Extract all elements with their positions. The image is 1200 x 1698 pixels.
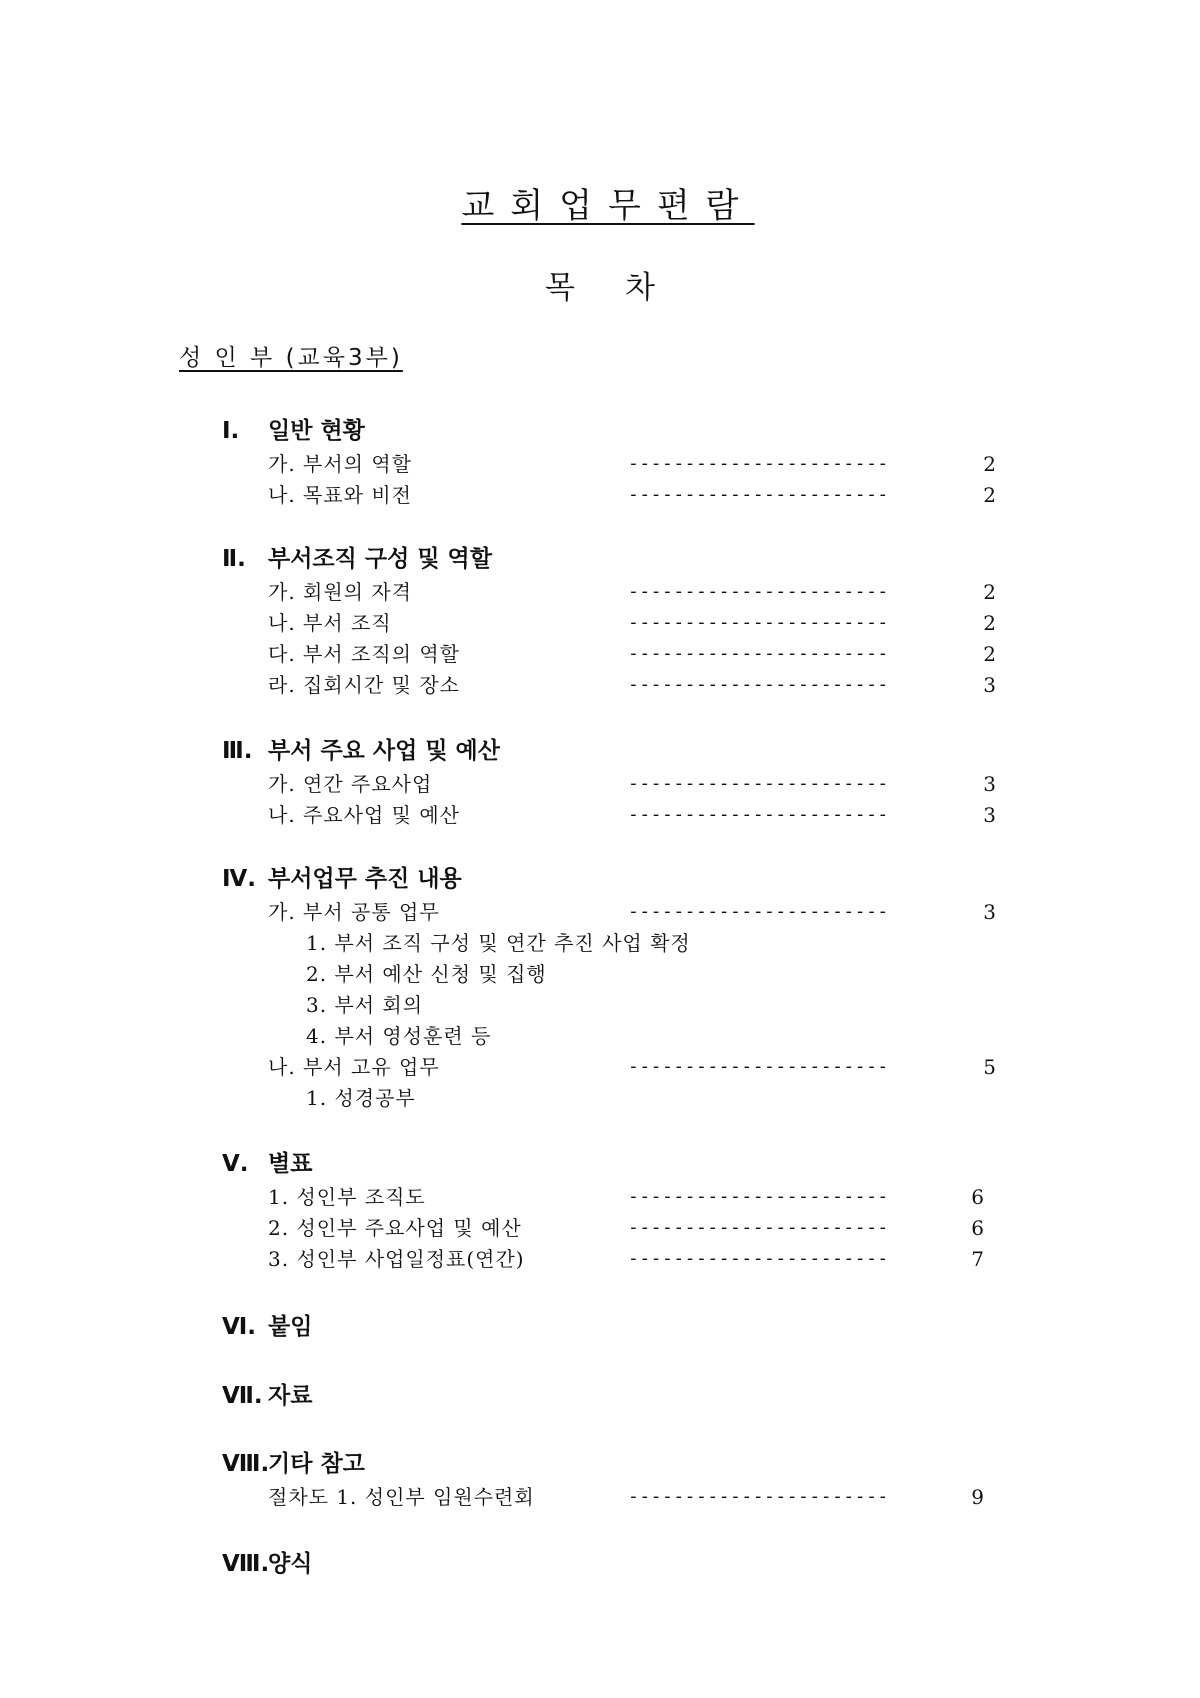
dot-leader: ----------------------- <box>628 804 889 825</box>
document-title <box>0 186 1200 226</box>
section-heading <box>222 1381 312 1411</box>
page-number: 9 <box>971 1485 984 1509</box>
document-title-text: 교회업무편람 <box>461 186 755 226</box>
section-number: Ⅷ. <box>222 1451 270 1477</box>
toc-heading-text: 목차 <box>545 270 705 306</box>
section-number: Ⅶ. <box>222 1383 263 1409</box>
dot-leader: ----------------------- <box>628 773 889 794</box>
toc-item: 가. 회원의 자격 <box>268 580 412 604</box>
page-number: 6 <box>971 1185 984 1209</box>
section-title: 일반 현황 <box>268 418 365 444</box>
dot-leader: ----------------------- <box>628 612 889 633</box>
section-heading <box>222 1449 365 1479</box>
section-number: Ⅳ. <box>222 866 257 892</box>
section-title: 별표 <box>268 1151 313 1177</box>
section-title: 부서조직 구성 및 역할 <box>268 546 492 572</box>
page-number: 5 <box>983 1055 996 1079</box>
section-title: 양식 <box>268 1551 313 1577</box>
section-title: 부서업무 추진 내용 <box>268 866 462 892</box>
department-heading-text: 성 인 부 (교육3부) <box>179 345 403 371</box>
page-number: 2 <box>983 642 996 666</box>
toc-item: 나. 부서 고유 업무 <box>268 1055 440 1079</box>
section-heading <box>222 1149 312 1179</box>
dot-leader: ----------------------- <box>628 1056 889 1077</box>
dot-leader: ----------------------- <box>628 1486 889 1507</box>
section-number: Ⅰ. <box>222 418 240 444</box>
toc-item: 절차도 1. 성인부 임원수련회 <box>268 1485 535 1509</box>
toc-item: 3. 성인부 사업일정표(연간) <box>268 1247 525 1271</box>
toc-item: 2. 성인부 주요사업 및 예산 <box>268 1216 522 1240</box>
toc-item: 가. 부서 공통 업무 <box>268 900 440 924</box>
dot-leader: ----------------------- <box>628 484 889 505</box>
toc-subitem: 2. 부서 예산 신청 및 집행 <box>306 962 547 986</box>
toc-heading <box>0 270 1200 306</box>
toc-item: 라. 집회시간 및 장소 <box>268 673 460 697</box>
section-number: Ⅵ. <box>222 1314 257 1340</box>
page-number: 2 <box>983 483 996 507</box>
section-title: 부서 주요 사업 및 예산 <box>268 738 500 764</box>
section-title: 붙임 <box>268 1314 313 1340</box>
dot-leader: ----------------------- <box>628 1248 889 1269</box>
section-heading <box>222 1312 312 1342</box>
toc-item: 가. 부서의 역할 <box>268 452 412 476</box>
page-number: 6 <box>971 1216 984 1240</box>
section-title: 자료 <box>268 1383 313 1409</box>
dot-leader: ----------------------- <box>628 1217 889 1238</box>
dot-leader: ----------------------- <box>628 581 889 602</box>
section-heading <box>222 864 462 894</box>
section-number: Ⅲ. <box>222 738 253 764</box>
section-number: Ⅷ. <box>222 1551 270 1577</box>
dot-leader: ----------------------- <box>628 674 889 695</box>
dot-leader: ----------------------- <box>628 453 889 474</box>
dot-leader: ----------------------- <box>628 1186 889 1207</box>
section-heading <box>222 544 492 574</box>
toc-item: 나. 목표와 비전 <box>268 483 412 507</box>
page-number: 2 <box>983 580 996 604</box>
dot-leader: ----------------------- <box>628 901 889 922</box>
page-number: 7 <box>971 1247 984 1271</box>
page-number: 3 <box>983 803 996 827</box>
toc-item: 나. 부서 조직 <box>268 611 392 635</box>
section-heading <box>222 1549 312 1579</box>
section-title: 기타 참고 <box>268 1451 365 1477</box>
dot-leader: ----------------------- <box>628 643 889 664</box>
section-number: Ⅱ. <box>222 546 246 572</box>
section-heading <box>222 416 365 446</box>
department-heading <box>179 344 403 372</box>
toc-item: 다. 부서 조직의 역할 <box>268 642 460 666</box>
page-number: 3 <box>983 673 996 697</box>
toc-subitem: 3. 부서 회의 <box>306 993 424 1017</box>
toc-subitem: 4. 부서 영성훈련 등 <box>306 1024 492 1048</box>
toc-subitem: 1. 성경공부 <box>306 1086 416 1110</box>
toc-item: 가. 연간 주요사업 <box>268 772 433 796</box>
section-number: Ⅴ. <box>222 1151 249 1177</box>
toc-subitem: 1. 부서 조직 구성 및 연간 추진 사업 확정 <box>306 931 691 955</box>
toc-item: 나. 주요사업 및 예산 <box>268 803 460 827</box>
page-number: 2 <box>983 611 996 635</box>
toc-item: 1. 성인부 조직도 <box>268 1185 426 1209</box>
page-number: 3 <box>983 772 996 796</box>
page-number: 2 <box>983 452 996 476</box>
page-number: 3 <box>983 900 996 924</box>
section-heading <box>222 736 500 766</box>
